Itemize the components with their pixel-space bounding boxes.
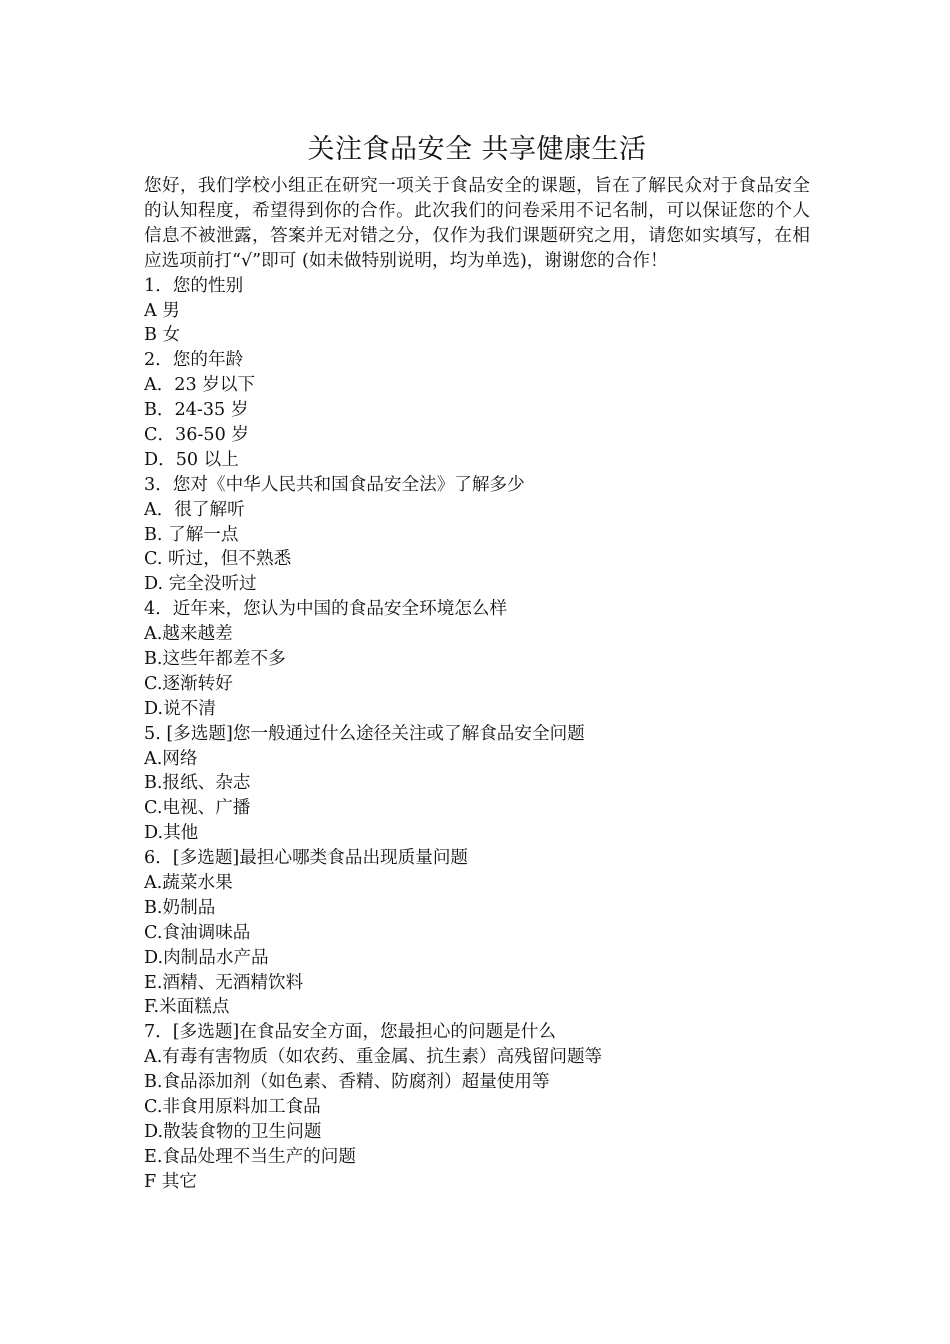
option: B.这些年都差不多 [144, 648, 286, 669]
question-7: 7．[多选题]在食品安全方面，您最担心的问题是什么 [144, 1022, 556, 1043]
question-6: 6．[多选题]最担心哪类食品出现质量问题 [144, 848, 469, 869]
option: A．很了解听 [144, 499, 245, 520]
option: D. 完全没听过 [144, 574, 257, 595]
question-list [144, 274, 810, 1195]
option: F 其它 [144, 1171, 197, 1192]
option: A．23 岁以下 [144, 375, 256, 396]
option: C.食油调味品 [144, 922, 251, 943]
option: B. 了解一点 [144, 524, 239, 545]
option: B．24-35 岁 [144, 400, 249, 421]
question-1: 1．您的性别 [144, 275, 244, 296]
option: D.散装食物的卫生问题 [144, 1121, 322, 1142]
document-page [144, 128, 810, 1195]
option: A.蔬菜水果 [144, 873, 233, 893]
option: B.报纸、杂志 [144, 773, 251, 794]
option: A.越来越差 [144, 624, 233, 645]
question-2: 2．您的年龄 [144, 350, 244, 371]
option: E.酒精、无酒精饮料 [144, 972, 304, 993]
option: C.非食用原料加工食品 [144, 1097, 321, 1118]
option: A.网络 [144, 748, 198, 769]
document-title: 关注食品安全 共享健康生活 [307, 134, 647, 165]
option: B 女 [144, 325, 181, 346]
intro-paragraph: 您好，我们学校小组正在研究一项关于食品安全的课题，旨在了解民众对于食品安全的认知程度，希望得到你的合作。此次我们的问卷采用不记名制，可以保证您的个人信息不被泄露，答案并无对错之分，仅作为我们课题研究之用，请您如实填写，在相应选项前打“√”即可 (如未做特别说明，均为单选)，谢谢您的合作！ [144, 176, 810, 271]
option: D．50 以上 [144, 449, 239, 470]
option: C. 听过，但不熟悉 [144, 549, 292, 570]
option: D.其他 [144, 823, 199, 844]
option: F.米面糕点 [144, 997, 230, 1018]
option: D.肉制品水产品 [144, 947, 269, 968]
option: B.食品添加剂（如色素、香精、防腐剂）超量使用等 [144, 1072, 550, 1093]
option: D.说不清 [144, 698, 216, 719]
question-4: 4．近年来，您认为中国的食品安全环境怎么样 [144, 599, 508, 620]
option: C.逐渐转好 [144, 673, 233, 694]
option: B.奶制品 [144, 897, 216, 918]
question-3: 3．您对《中华人民共和国食品安全法》了解多少 [144, 474, 525, 495]
option: A.有毒有害物质（如农药、重金属、抗生素）高残留问题等 [144, 1047, 603, 1068]
option: C．36-50 岁 [144, 424, 249, 445]
question-5: 5. [多选题]您一般通过什么途径关注或了解食品安全问题 [144, 723, 585, 744]
option: A 男 [144, 300, 180, 321]
option: C.电视、广播 [144, 798, 251, 819]
option: E.食品处理不当生产的问题 [144, 1146, 356, 1167]
